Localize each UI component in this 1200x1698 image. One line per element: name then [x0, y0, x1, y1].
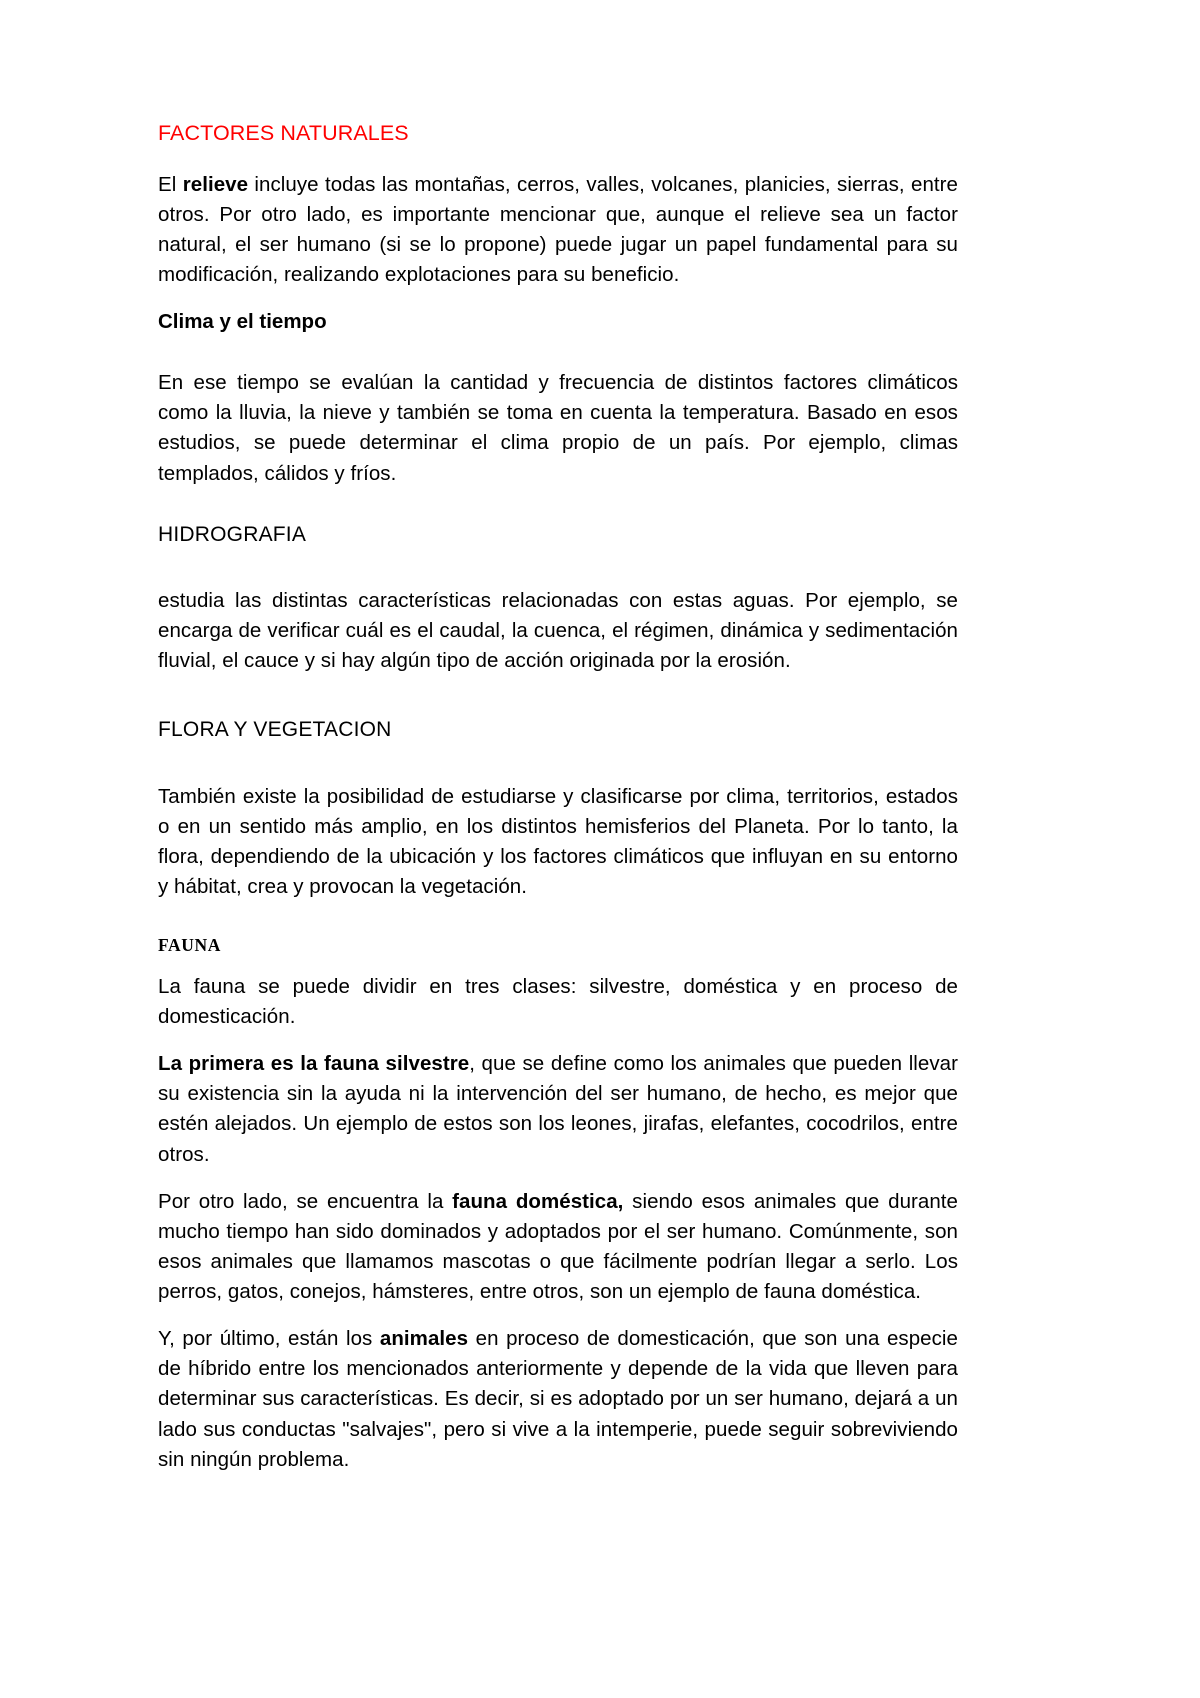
- relieve-text-part1: El: [158, 172, 183, 196]
- paragraph-domesticacion: [158, 1324, 958, 1475]
- paragraph-flora: También existe la posibilidad de estudiarse y clasificarse por clima, territorios, estados o en un sentido más amplio, en los distintos hemisferios del Planeta. Por lo tanto, la flora, dependiendo de la ubicación y los factores climáticos que influyan en su entorno y hábitat, crea y provocan la vegetación.: [158, 784, 958, 899]
- domestica-text-part2: siendo esos animales que durante mucho tiempo han sido dominados y adoptados por el ser humano. Comúnmente, son esos animales que llamamos mascotas o que fácilmente podrían llegar a serlo. Los perros, gatos, conejos, hámsteres, entre otros, son un ejemplo de fauna doméstica.: [158, 1189, 958, 1304]
- page-title-text: FACTORES NATURALES: [158, 121, 409, 145]
- spacer: [158, 506, 958, 520]
- paragraph-relieve: [158, 170, 958, 291]
- document-body: [158, 120, 958, 1475]
- heading-hidrografia: HIDROGRAFIA: [158, 522, 307, 546]
- page-title: [158, 120, 958, 148]
- silvestre-bold-term: La primera es la fauna silvestre: [158, 1052, 470, 1076]
- paragraph-fauna-silvestre: [158, 1049, 958, 1170]
- relieve-text-part2: incluye todas las montañas, cerros, valles, volcanes, planicies, sierras, entre otros. Por otro lado, es importante mencionar que, aunque el relieve sea un factor natural, el ser humano (si se lo propone) puede jugar un papel fundamental para su modificación, realizando explotaciones para su beneficio.: [158, 172, 958, 287]
- relieve-bold-term: relieve: [182, 172, 249, 196]
- spacer: [158, 693, 958, 715]
- spacer: [158, 768, 958, 782]
- paragraph-fauna-intro: La fauna se puede dividir en tres clases: silvestre, doméstica y en proceso de domesticación.: [158, 974, 958, 1029]
- domesticacion-bold-term: animales: [379, 1327, 469, 1351]
- domesticacion-text-part1: Y, por último, están los: [158, 1327, 380, 1351]
- domestica-text-part1: Por otro lado, se encuentra la: [158, 1189, 453, 1213]
- heading-fauna: FAUNA: [158, 935, 221, 956]
- spacer: [158, 919, 958, 933]
- spacer: [158, 354, 958, 368]
- domesticacion-text-part2: en proceso de domesticación, que son una especie de híbrido entre los mencionados anteriormente y depende de la vida que lleven para determinar sus características. Es decir, si es adoptado por un ser humano, dejará a un lado sus conductas "salvajes", pero si vive a la intemperie, puede seguir sobreviviendo sin ningún problema.: [158, 1327, 958, 1471]
- spacer: [158, 572, 958, 586]
- silvestre-text: , que se define como los animales que pueden llevar su existencia sin la ayuda ni la intervención del ser humano, de hecho, es mejor que estén alejados. Un ejemplo de estos son los leones, jirafas, elefantes, cocodrilos, entre otros.: [158, 1052, 958, 1166]
- heading-flora: FLORA Y VEGETACION: [158, 718, 392, 742]
- heading-clima: Clima y el tiempo: [158, 310, 327, 334]
- paragraph-fauna-domestica: [158, 1187, 958, 1308]
- paragraph-hidrografia: estudia las distintas características relacionadas con estas aguas. Por ejemplo, se encarga de verificar cuál es el caudal, la cuenca, el régimen, dinámica y sedimentación fluvial, el cauce y si hay algún tipo de acción originada por la erosión.: [158, 589, 958, 673]
- domestica-bold-term: fauna doméstica,: [452, 1189, 624, 1213]
- paragraph-clima: En ese tiempo se evalúan la cantidad y frecuencia de distintos factores climáticos como la lluvia, la nieve y también se toma en cuenta la temperatura. Basado en esos estudios, se puede determinar el clima propio de un país. Por ejemplo, climas templados, cálidos y fríos.: [158, 371, 958, 485]
